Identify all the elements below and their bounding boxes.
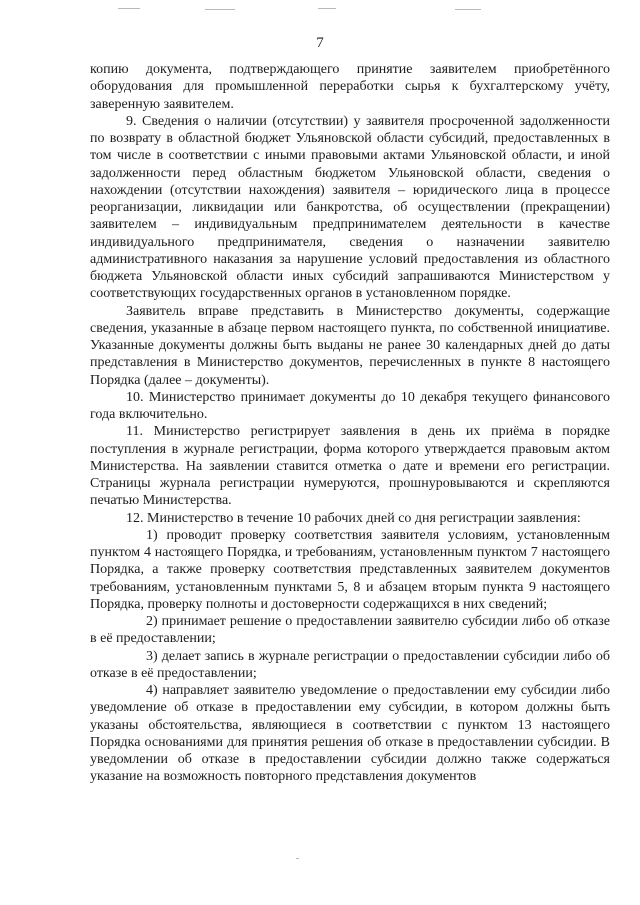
page-number: 7 [316,35,324,51]
paragraph-applicant-right: Заявитель вправе представить в Министерство документы, содержащие сведения, указанные в абзаце первом настоящего пункта, по собственной инициативе. Указанные документы должны быть выданы не ранее 30 календарных дней до даты представления в Министерство документов, перечисленных в пункте 8 настоящего Порядка (далее – документы). [90,303,610,388]
scan-mark [118,8,140,9]
paragraph-item-10: 10. Министерство принимает документы до 10 декабря текущего финансового года включительно. [90,389,610,422]
document-body [90,61,610,786]
scan-mark [455,9,481,10]
paragraph-item-11: 11. Министерство регистрирует заявления в день их приёма в порядке поступления в журнале регистрации, форма которого утверждается правовым актом Министерства. На заявлении ставится отметка о дате и времени его регистрации. Страницы журнала регистрации нумеруются, прошнуровываются и скрепляются печатью Министерства. [90,424,610,509]
paragraph-item-9: 9. Сведения о наличии (отсутствии) у заявителя просроченной задолженности по возврату в областной бюджет Ульяновской области субсидий, предоставленных в том числе в соответствии с иными правовыми актами Ульяновской области, и иной задолженности перед областным бюджетом Ульяновской области, сведения о нахождении (отсутствии нахождения) заявителя – юридического лица в процессе реорганизации, ликвидации или банкротства, об осуществлении (прекращении) заявителем – индивидуальным предпринимателем деятельности в качестве индивидуального предпринимателя, сведения о назначении заявителю административного наказания за нарушение условий предоставления из областного бюджета Ульяновской области иных субсидий запрашиваются Министерством у соответствующих государственных органов в установленном порядке. [90,113,610,302]
paragraph-continuation: копию документа, подтверждающего принятие заявителем приобретённого оборудования для промышленной переработки сырья к бухгалтерскому учёту, заверенную заявителем. [90,62,610,112]
subitem-3: 3) делает запись в журнале регистрации о предоставлении субсидии либо об отказе в её предоставлении; [90,648,610,681]
scan-mark [318,8,336,9]
paragraph-item-12: 12. Министерство в течение 10 рабочих дней со дня регистрации заявления: [126,510,581,526]
subitem-4: 4) направляет заявителю уведомление о предоставлении ему субсидии либо уведомление об отказе в предоставлении ему субсидии, в котором должны быть указаны обстоятельства, являющиеся в соответствии с пунктом 13 настоящего Порядка основаниями для принятия решения об отказе в предоставлении субсидии. В уведомлении об отказе в предоставлении субсидии должно также содержаться указание на возможность повторного представления документов [90,683,610,785]
subitem-2: 2) принимает решение о предоставлении заявителю субсидии либо об отказе в её предоставлении; [90,614,610,647]
subitem-1: 1) проводит проверку соответствия заявителя условиям, установленным пунктом 4 настоящего Порядка, и требованиям, установленным пунктом 7 настоящего Порядка, а также проверку соответствия представленных заявителем документов требованиям, установленным пунктами 5, 8 и абзацем вторым пункта 9 настоящего Порядка, проверку полноты и достоверности содержащихся в них сведений; [90,527,610,612]
scan-mark [296,858,299,859]
scan-mark [205,9,235,10]
